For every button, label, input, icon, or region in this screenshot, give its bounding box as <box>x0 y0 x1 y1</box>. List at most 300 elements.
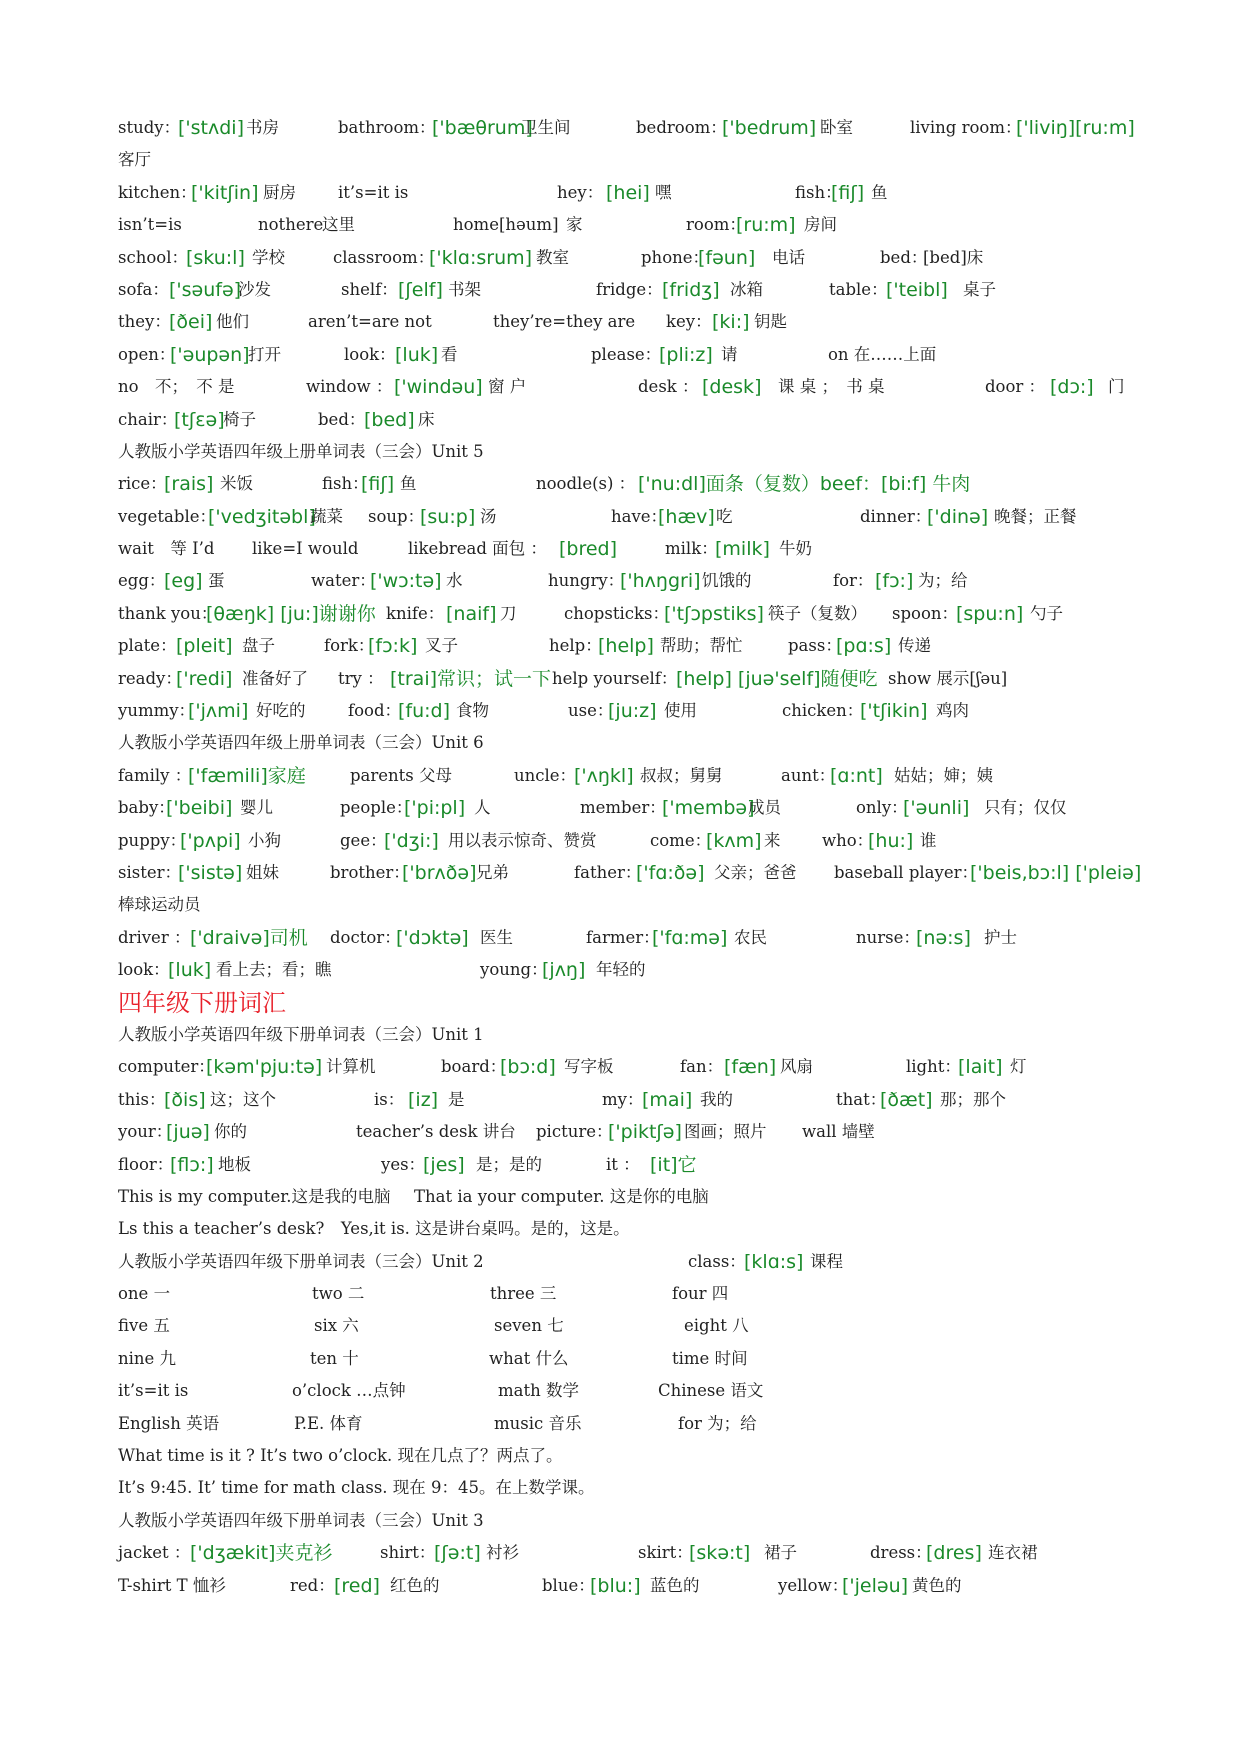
vocab-text: like=I would <box>252 539 359 559</box>
vocab-text: P.E. 体育 <box>294 1413 363 1433</box>
phonetic-text: ['liviŋ][ru:m] <box>1016 117 1135 139</box>
vocab-text: [bed]床 <box>923 247 984 267</box>
vocab-text: teacher’s desk 讲台 <box>356 1122 516 1142</box>
phonetic-text: [ðis] <box>164 1088 206 1111</box>
vocab-text: farmer： <box>586 927 660 947</box>
phonetic-text: [pɑ:s] <box>836 635 892 658</box>
vocab-text: who： <box>822 830 874 850</box>
vocab-text: 裙子 <box>764 1543 797 1563</box>
phonetic-text: [hei] <box>606 181 650 204</box>
phonetic-text: [juə] <box>166 1121 210 1144</box>
phonetic-text: [bred] <box>559 538 618 561</box>
phonetic-text: ['bæθrum] <box>432 117 533 139</box>
vocab-text: rice： <box>118 474 167 494</box>
vocab-text: uncle： <box>514 765 577 785</box>
vocab-line <box>118 209 1148 241</box>
phonetic-text: [luk] <box>395 343 439 366</box>
phonetic-text: ['əunli] <box>903 797 970 820</box>
phonetic-text: ['dɔktə] <box>396 926 469 949</box>
vocab-text: 为；给 <box>918 571 968 591</box>
vocab-line <box>118 177 1148 209</box>
phonetic-text: [ʃə:t] <box>434 1542 481 1565</box>
vocab-text: try ： <box>338 668 384 688</box>
phonetic-text: [desk] <box>702 376 762 399</box>
phonetic-text: [sku:l] <box>186 246 245 269</box>
vocab-text: That ia your computer. 这是你的电脑 <box>414 1186 709 1206</box>
vocab-text: vegetable： <box>118 506 216 526</box>
phonetic-text: [pleit] <box>176 635 233 658</box>
phonetic-text: ['dʒækit]夹克衫 <box>190 1542 333 1565</box>
vocab-text: father： <box>574 862 642 882</box>
vocab-text: 人教版小学英语四年级下册单词表（三会）Unit 3 <box>118 1510 484 1530</box>
vocab-text: 黄色的 <box>912 1575 962 1595</box>
vocab-text: door ： <box>985 377 1046 397</box>
vocab-text: 晚餐；正餐 <box>994 506 1077 526</box>
vocab-text: for 为；给 <box>678 1413 757 1433</box>
phonetic-text: [hæv] <box>658 505 715 528</box>
vocab-text: baby： <box>118 798 175 818</box>
vocab-text: dress： <box>870 1543 932 1563</box>
vocab-line <box>118 1570 1148 1602</box>
vocab-text: six 六 <box>314 1316 359 1336</box>
vocab-text: key： <box>666 312 712 332</box>
vocab-text: wait 等 I’d <box>118 539 215 559</box>
vocab-text: 学校 <box>252 247 285 267</box>
vocab-line <box>118 1278 1148 1310</box>
vocab-line <box>118 1440 1148 1472</box>
vocab-text: it’s=it is <box>338 182 409 202</box>
vocab-text: 护士 <box>984 927 1017 947</box>
vocab-text: 成员 <box>748 798 781 818</box>
vocab-text: living room： <box>910 118 1022 137</box>
vocab-text: red： <box>290 1575 335 1595</box>
vocab-text: 地板 <box>218 1154 251 1174</box>
vocab-text: please： <box>591 344 662 364</box>
phonetic-text: [hu:] <box>868 829 914 852</box>
vocab-text: 刀 <box>500 603 517 623</box>
vocab-text: no 不； 不 是 <box>118 377 235 397</box>
vocab-line <box>118 663 1148 695</box>
vocab-text: classroom： <box>333 247 435 267</box>
vocab-text: look： <box>344 344 396 364</box>
vocab-line <box>118 339 1148 371</box>
vocab-text: 使用 <box>664 701 697 721</box>
vocab-text: chair： <box>118 409 178 429</box>
vocab-text: math 数学 <box>498 1381 579 1401</box>
vocab-text: use： <box>568 701 614 721</box>
vocab-line <box>118 1149 1148 1181</box>
vocab-text: 叔叔；舅舅 <box>640 765 723 785</box>
vocab-text: driver ： <box>118 927 191 947</box>
phonetic-text: [ðei] <box>169 311 213 334</box>
vocab-text: four 四 <box>672 1284 729 1304</box>
vocabulary-document <box>118 112 1148 1602</box>
vocab-text: 看上去；看；瞧 <box>216 960 332 980</box>
phonetic-text: ['brʌðə] <box>402 861 477 884</box>
vocab-text: 沙发 <box>238 279 271 299</box>
phonetic-text: ['beis,bɔ:l] ['pleiə] <box>970 861 1142 884</box>
vocab-line <box>118 1213 1148 1245</box>
phonetic-text: [mai] <box>642 1088 693 1111</box>
vocab-line <box>118 1084 1148 1116</box>
vocab-text: 是；是的 <box>476 1154 542 1174</box>
phonetic-text: [spu:n] <box>956 602 1024 625</box>
phonetic-text: [help] <box>598 635 654 658</box>
vocab-text: dinner： <box>860 506 932 526</box>
vocab-text: 米饭 <box>220 474 253 494</box>
phonetic-text: ['pʌpi] <box>180 829 241 852</box>
vocab-text: nine 九 <box>118 1348 177 1368</box>
vocab-text: 人 <box>474 798 491 818</box>
vocab-text: look： <box>118 960 170 980</box>
vocab-text: shelf： <box>341 279 398 299</box>
phonetic-text: [red] <box>334 1574 380 1597</box>
vocab-text: bed： <box>318 409 366 429</box>
vocab-line <box>118 436 1148 468</box>
phonetic-text: [ðæt] <box>880 1088 933 1111</box>
vocab-text: 谁 <box>920 830 937 850</box>
vocab-text: 我的 <box>700 1089 733 1109</box>
vocab-text: 蛋 <box>208 571 225 591</box>
vocab-text: sister： <box>118 862 181 882</box>
vocab-text: bed： <box>880 247 928 267</box>
vocab-text: fridge： <box>596 279 663 299</box>
vocab-text: knife： <box>386 603 445 623</box>
vocab-text: show 展示[ʃəu] <box>888 668 1008 688</box>
vocab-text: phone： <box>641 247 710 267</box>
phonetic-text: [θæŋk] [ju:]谢谢你 <box>206 602 376 625</box>
vocab-text: this： <box>118 1089 166 1109</box>
phonetic-text: ['piktʃə] <box>608 1121 682 1144</box>
vocab-text: 床 <box>418 409 435 429</box>
phonetic-text: [jes] <box>423 1153 465 1176</box>
phonetic-text: ['hʌŋgri] <box>620 570 701 593</box>
vocab-line <box>118 565 1148 597</box>
vocab-line <box>118 1246 1148 1278</box>
section-heading: 四年级下册词汇 <box>118 988 286 1017</box>
vocab-text: o’clock …点钟 <box>292 1381 406 1401</box>
phonetic-text: [pli:z] <box>659 343 713 366</box>
vocab-line <box>118 1408 1148 1440</box>
vocab-text: open： <box>118 344 176 364</box>
phonetic-text: [fu:d] <box>398 700 451 723</box>
vocab-text: eight 八 <box>684 1316 749 1336</box>
phonetic-text: ['jeləu] <box>842 1574 909 1597</box>
vocab-text: 人教版小学英语四年级上册单词表（三会）Unit 5 <box>118 441 484 461</box>
phonetic-text: [fəun] <box>698 246 756 269</box>
vocab-text: chopsticks： <box>564 603 669 623</box>
vocab-text: sofa： <box>118 279 169 299</box>
vocab-text: 鱼 <box>871 182 888 202</box>
vocab-text: egg： <box>118 571 166 591</box>
vocab-text: is： <box>374 1089 405 1109</box>
vocab-text: likebread 面包 ： <box>408 539 547 559</box>
vocab-text: room： <box>686 215 746 235</box>
phonetic-text: [fiʃ] <box>831 181 865 204</box>
vocab-text: plate： <box>118 636 177 656</box>
phonetic-text: [bed] <box>364 408 415 431</box>
vocab-text: jacket ： <box>118 1543 191 1563</box>
phonetic-text: [help] [juə'self]随便吃 <box>676 667 878 690</box>
vocab-text: one 一 <box>118 1284 171 1304</box>
phonetic-text: ['tʃɔpstiks] <box>664 602 764 625</box>
vocab-line <box>118 954 1148 986</box>
vocab-text: 他们 <box>216 312 249 332</box>
vocab-line <box>118 792 1148 824</box>
vocab-text: your： <box>118 1122 173 1142</box>
vocab-text: fork： <box>324 636 375 656</box>
phonetic-text: [rais] <box>164 473 214 496</box>
vocab-text: chicken： <box>782 701 864 721</box>
vocab-text: baseball player： <box>834 862 978 882</box>
vocab-text: nurse： <box>856 927 920 947</box>
vocab-line <box>118 1116 1148 1148</box>
vocab-text: 门 <box>1108 377 1125 397</box>
vocab-text: 红色的 <box>390 1575 440 1595</box>
vocab-line <box>118 242 1148 274</box>
vocab-text: 计算机 <box>326 1057 376 1077</box>
vocab-text: 叉子 <box>425 636 458 656</box>
phonetic-text: ['windəu] <box>394 376 483 399</box>
vocab-line <box>118 598 1148 630</box>
vocab-line <box>118 1310 1148 1342</box>
vocab-text: nothere <box>258 215 324 235</box>
vocab-text: people： <box>340 798 413 818</box>
vocab-text: 传递 <box>898 636 931 656</box>
vocab-line <box>118 404 1148 436</box>
vocab-text: bathroom： <box>338 118 436 137</box>
vocab-text: 饥饿的 <box>702 571 752 591</box>
vocab-text: 蔬菜 <box>310 506 343 526</box>
vocab-text: skirt： <box>638 1543 693 1563</box>
vocab-text: 椅子 <box>223 409 256 429</box>
vocab-line <box>118 533 1148 565</box>
vocab-text: for： <box>833 571 874 591</box>
vocab-text: 厨房 <box>263 182 296 202</box>
phonetic-text: [it]它 <box>650 1153 697 1176</box>
vocab-text: 姐妹 <box>246 862 279 882</box>
vocab-text: spoon： <box>892 603 959 623</box>
vocab-text: family ： <box>118 765 192 785</box>
vocab-text: 看 <box>441 344 458 364</box>
vocab-text: on 在……上面 <box>828 344 937 364</box>
vocab-text: 电话 <box>772 247 805 267</box>
vocab-text: home[həum] <box>453 215 559 235</box>
phonetic-text: [tʃɛə] <box>174 408 225 431</box>
phonetic-text: ['vedʒitəbl] <box>208 505 316 528</box>
vocab-text: water： <box>311 571 376 591</box>
phonetic-text: ['nu:dl]面条（复数）beef：[bi:f] 牛肉 <box>638 473 971 496</box>
vocab-text: 勺子 <box>1030 603 1063 623</box>
vocab-text: 鱼 <box>400 474 417 494</box>
phonetic-text: [fæn] <box>724 1056 777 1079</box>
vocab-text: they’re=they are <box>493 312 636 332</box>
phonetic-text: [kəm'pju:tə] <box>206 1056 323 1079</box>
vocab-line <box>118 468 1148 500</box>
vocab-text: 兄弟 <box>476 862 509 882</box>
phonetic-text: ['draivə]司机 <box>190 926 308 949</box>
phonetic-text: ['klɑ:srum] <box>429 246 533 269</box>
vocab-text: What time is it ? It’s two o’clock. 现在几点了？两点了。 <box>118 1446 563 1466</box>
phonetic-text: [skə:t] <box>689 1542 751 1565</box>
phonetic-text: [eg] <box>164 570 203 593</box>
vocab-text: T-shirt T 恤衫 <box>118 1575 226 1595</box>
phonetic-text: ['bedrum] <box>722 117 817 139</box>
vocab-text: 客厅 <box>118 150 151 170</box>
vocab-text: Ls this a teacher’s desk? Yes,it is. 这是讲台桌吗。是的，这是。 <box>118 1219 630 1239</box>
vocab-text: brother： <box>330 862 410 882</box>
vocab-line <box>118 112 1148 144</box>
vocab-text: kitchen： <box>118 182 197 202</box>
vocab-text: 帮助；帮忙 <box>660 636 743 656</box>
vocab-text: pass： <box>788 636 842 656</box>
vocab-text: 婴儿 <box>240 798 273 818</box>
phonetic-text: ['teibl] <box>886 278 948 301</box>
phonetic-text: ['fɑ:mə] <box>652 926 728 949</box>
phonetic-text: ['əupən] <box>170 343 250 366</box>
vocab-text: thank you： <box>118 603 218 623</box>
vocab-text: English 英语 <box>118 1413 220 1433</box>
vocab-text: ready： <box>118 668 182 688</box>
vocab-text: 人教版小学英语四年级上册单词表（三会）Unit 6 <box>118 733 484 753</box>
phonetic-text: ['membə] <box>662 797 755 820</box>
vocab-text: parents 父母 <box>350 765 453 785</box>
vocab-text: what 什么 <box>489 1348 569 1368</box>
vocab-text: window ： <box>306 377 393 397</box>
vocab-text: that： <box>836 1089 887 1109</box>
vocab-text: it’s=it is <box>118 1381 189 1401</box>
phonetic-text: ['jʌmi] <box>188 700 249 723</box>
vocab-line <box>118 1181 1148 1213</box>
vocab-text: 打开 <box>248 344 281 364</box>
vocab-line <box>118 306 1148 338</box>
vocab-text: computer： <box>118 1057 215 1077</box>
phonetic-text: [ɑ:nt] <box>830 764 883 787</box>
vocab-text: 那；那个 <box>940 1089 1006 1109</box>
vocab-text: light： <box>906 1057 961 1077</box>
vocab-text: isn’t=is <box>118 215 182 235</box>
vocab-text: 盘子 <box>242 636 275 656</box>
phonetic-text: ['ʌŋkl] <box>574 764 634 787</box>
vocab-text: 鸡肉 <box>936 701 969 721</box>
vocab-text: help yourself： <box>552 668 678 688</box>
phonetic-text: [ru:m] <box>736 214 796 237</box>
phonetic-text: ['dinə] <box>927 505 989 528</box>
phonetic-text: [ki:] <box>712 311 750 334</box>
vocab-text: 这；这个 <box>210 1089 276 1109</box>
vocab-text: 好吃的 <box>256 701 306 721</box>
vocab-text: 是 <box>448 1089 465 1109</box>
vocab-line <box>118 760 1148 792</box>
vocab-text: 图画；照片 <box>684 1122 767 1142</box>
vocab-text: 姑姑；婶；姨 <box>894 765 993 785</box>
phonetic-text: [nə:s] <box>916 926 971 949</box>
vocab-line <box>118 889 1148 921</box>
phonetic-text: ['tʃikin] <box>860 700 928 723</box>
vocab-line <box>118 371 1148 403</box>
vocab-text: three 三 <box>490 1284 557 1304</box>
phonetic-text: ['redi] <box>176 667 233 690</box>
vocab-line <box>118 1472 1148 1504</box>
vocab-line <box>118 1505 1148 1537</box>
vocab-text: come： <box>650 830 712 850</box>
vocab-text: fan： <box>680 1057 724 1077</box>
vocab-text: yummy： <box>118 701 196 721</box>
vocab-text: it ： <box>606 1154 640 1174</box>
vocab-line <box>118 857 1148 889</box>
phonetic-text: ['wɔ:tə] <box>370 570 442 593</box>
vocab-line <box>118 1375 1148 1407</box>
vocab-text: 牛奶 <box>779 539 812 559</box>
vocab-text: 准备好了 <box>242 668 308 688</box>
vocab-text: have： <box>611 506 668 526</box>
phonetic-text: ['sistə] <box>178 861 243 884</box>
phonetic-text: [su:p] <box>420 505 476 528</box>
vocab-text: food： <box>348 701 402 721</box>
vocab-text: two 二 <box>312 1284 365 1304</box>
vocab-text: It’s 9:45. It’ time for math class. 现在 9：45。在上数学课。 <box>118 1478 595 1498</box>
vocab-text: young： <box>480 960 548 980</box>
phonetic-text: ['pi:pl] <box>404 797 466 820</box>
vocab-text: 课 桌 ； 书 桌 <box>778 377 885 397</box>
phonetic-text: ['stʌdi] <box>178 117 244 139</box>
vocab-text: floor： <box>118 1154 174 1174</box>
vocab-text: 家 <box>566 215 583 235</box>
phonetic-text: [bɔ:d] <box>500 1056 556 1079</box>
vocab-text: 汤 <box>480 506 497 526</box>
vocab-line <box>118 144 1148 176</box>
phonetic-text: [blu:] <box>590 1574 641 1597</box>
vocab-text: 小狗 <box>248 830 281 850</box>
vocab-text: they： <box>118 312 171 332</box>
vocab-text: doctor： <box>330 927 401 947</box>
vocab-text: study： <box>118 118 181 137</box>
vocab-line <box>118 1537 1148 1569</box>
phonetic-text: [kʌm] <box>706 829 762 852</box>
phonetic-text: [klɑ:s] <box>744 1250 804 1273</box>
phonetic-text: ['fæmili]家庭 <box>188 764 306 787</box>
phonetic-text: [flɔ:] <box>170 1153 214 1176</box>
phonetic-text: [trai]常识；试一下 <box>390 667 552 690</box>
vocab-text: 吃 <box>716 506 733 526</box>
vocab-text: blue： <box>542 1575 595 1595</box>
vocab-text: table： <box>829 279 888 299</box>
phonetic-text: [dres] <box>926 1542 982 1565</box>
vocab-text: 衬衫 <box>486 1543 519 1563</box>
vocab-line <box>118 501 1148 533</box>
vocab-text: 写字板 <box>564 1057 614 1077</box>
vocab-text: soup： <box>368 506 425 526</box>
vocab-text: 请 <box>721 344 738 364</box>
vocab-text: 卧室 <box>820 118 853 137</box>
vocab-line <box>118 825 1148 857</box>
vocab-line <box>118 1343 1148 1375</box>
vocab-line <box>118 695 1148 727</box>
vocab-text: 窗 户 <box>488 377 527 397</box>
phonetic-text: [fiʃ] <box>361 473 395 496</box>
vocab-text: yes： <box>381 1154 426 1174</box>
phonetic-text: [fridʒ] <box>662 278 720 301</box>
vocab-text: time 时间 <box>672 1348 748 1368</box>
vocab-text: milk： <box>665 539 718 559</box>
vocab-text: wall 墙壁 <box>802 1122 875 1142</box>
vocab-text: bedroom： <box>636 118 727 137</box>
phonetic-text: [milk] <box>715 538 770 561</box>
vocab-text: only： <box>856 798 908 818</box>
vocab-text: noodle(s) ： <box>536 474 636 494</box>
vocab-text: aunt： <box>781 765 836 785</box>
vocab-text: desk ： <box>638 377 699 397</box>
